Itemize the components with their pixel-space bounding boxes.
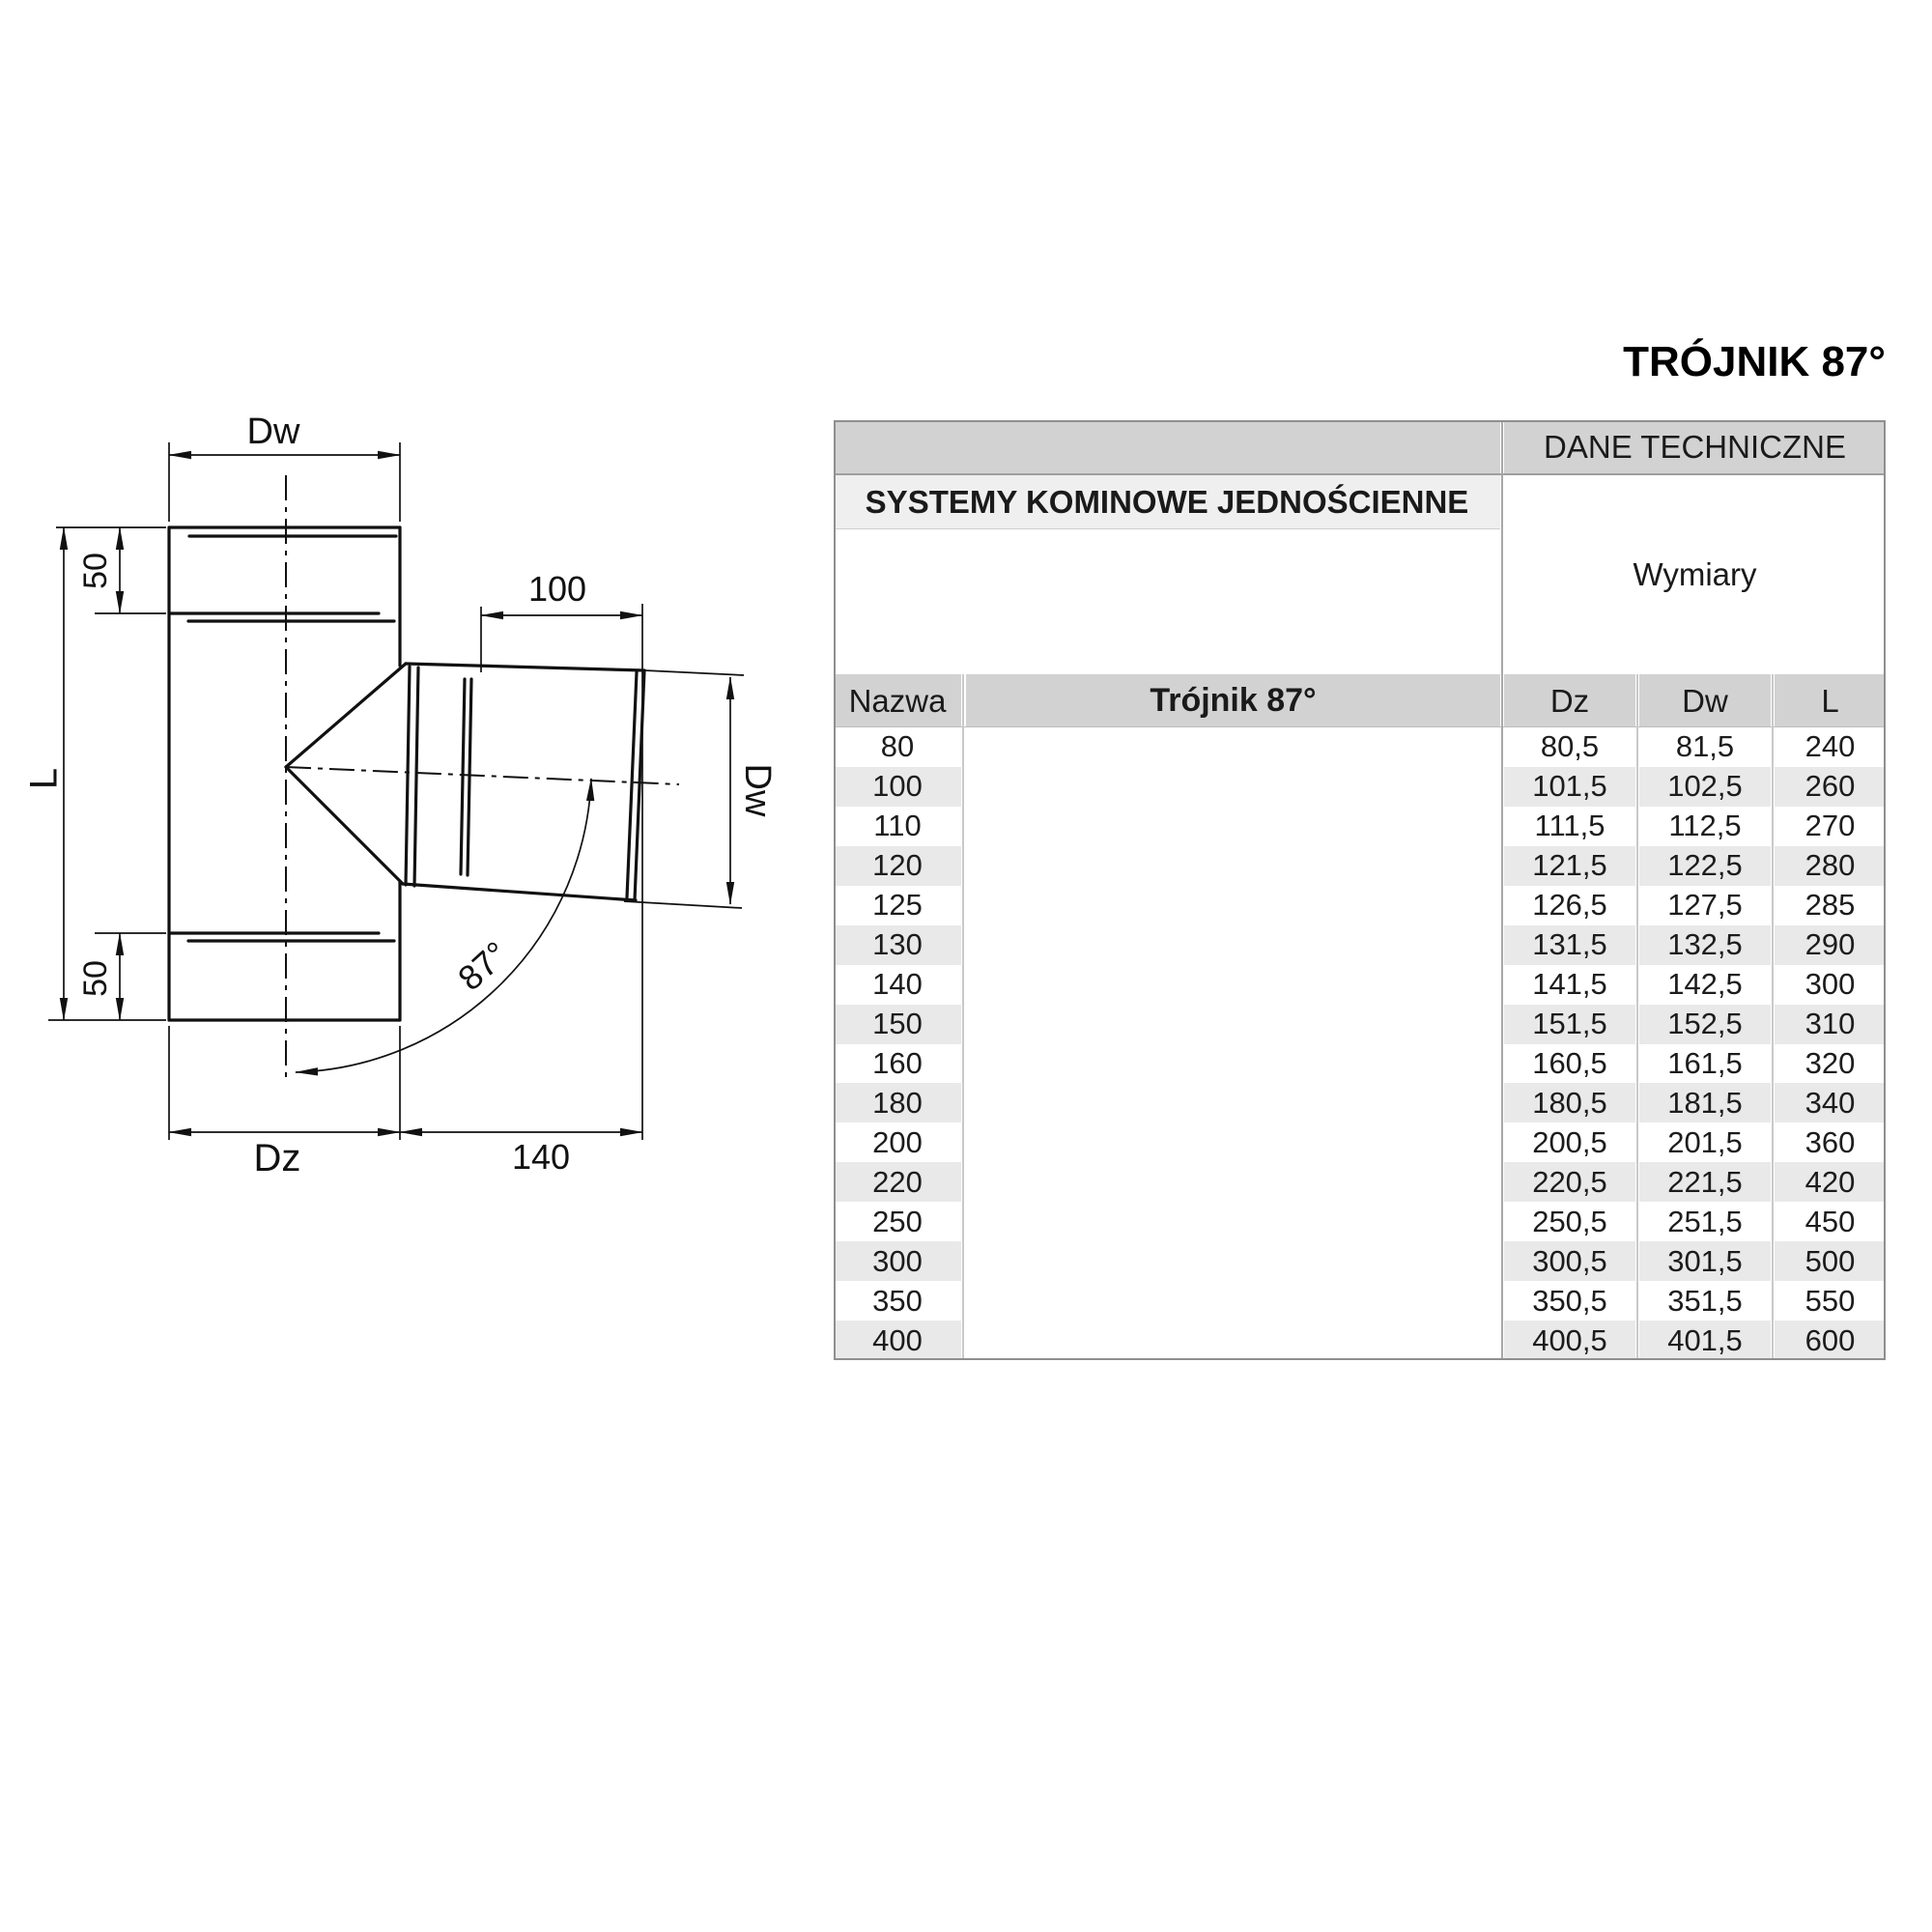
table-cell: 152,5 xyxy=(1639,1005,1771,1044)
table-cell: 300,5 xyxy=(1504,1241,1635,1281)
table-cell: 160,5 xyxy=(1532,1045,1607,1080)
table-cell: 450 xyxy=(1804,1204,1856,1238)
table-cell: 351,5 xyxy=(1667,1283,1743,1318)
table-cell: 200,5 xyxy=(1532,1124,1607,1159)
table-cell: 112,5 xyxy=(1668,809,1742,843)
group-header-wymiary: Wymiary xyxy=(1504,475,1886,674)
table-cell: 132,5 xyxy=(1639,925,1771,965)
table-cell: 310 xyxy=(1775,1005,1886,1044)
table-cell: 81,5 xyxy=(1675,729,1735,764)
table-cell: 102,5 xyxy=(1639,767,1771,807)
table-cell: 280 xyxy=(1775,846,1886,886)
table-cell: 80,5 xyxy=(1540,729,1600,764)
table-cell: 270 xyxy=(1804,809,1856,843)
table-cell: 401,5 xyxy=(1639,1321,1771,1360)
table-cell: 101,5 xyxy=(1504,767,1635,807)
table-cell: 122,5 xyxy=(1639,846,1771,886)
table-cell: 550 xyxy=(1804,1283,1856,1318)
table-cell: 140 xyxy=(872,967,923,1002)
column-header-nazwa: Nazwa xyxy=(834,674,961,727)
table-cell: 300 xyxy=(834,1241,961,1281)
table-cell: 80 xyxy=(880,729,915,764)
table-cell: 141,5 xyxy=(1532,967,1607,1002)
column-header-dz: Dz xyxy=(1504,674,1635,727)
column-nazwa xyxy=(834,727,961,1360)
table-cell: 220 xyxy=(834,1162,961,1202)
table-cell: 151,5 xyxy=(1504,1005,1635,1044)
table-cell: 130 xyxy=(834,925,961,965)
table-cell: 251,5 xyxy=(1667,1204,1743,1238)
table-cell: 290 xyxy=(1775,925,1886,965)
column-header-l: L xyxy=(1775,674,1886,727)
column-header-dw: Dw xyxy=(1639,674,1771,727)
top-header: DANE TECHNICZNE xyxy=(1504,420,1886,473)
divider xyxy=(834,528,1500,529)
dim-label-dz: Dz xyxy=(253,1137,301,1179)
dim-label-50-top: 50 xyxy=(76,553,114,589)
table-cell: 260 xyxy=(1775,767,1886,807)
divider xyxy=(1501,420,1503,1360)
table-cell: 160 xyxy=(872,1045,923,1080)
table-cell: 250 xyxy=(872,1204,923,1238)
table-cell: 126,5 xyxy=(1532,888,1607,923)
table-cell: 201,5 xyxy=(1667,1124,1743,1159)
spec-table xyxy=(834,420,1886,1360)
divider xyxy=(1772,674,1774,1360)
table-cell: 120 xyxy=(834,846,961,886)
table-cell: 360 xyxy=(1804,1124,1856,1159)
table-cell: 125 xyxy=(872,888,923,923)
dim-label-50-bottom: 50 xyxy=(76,960,114,997)
column-l xyxy=(1775,727,1886,1360)
table-cell: 150 xyxy=(834,1005,961,1044)
divider xyxy=(962,674,964,1360)
table-cell: 600 xyxy=(1775,1321,1886,1360)
page-title: TRÓJNIK 87° xyxy=(1623,338,1886,385)
table-cell: 181,5 xyxy=(1639,1083,1771,1122)
column-dz xyxy=(1504,727,1635,1360)
table-cell: 350 xyxy=(872,1283,923,1318)
dim-label-140: 140 xyxy=(511,1137,571,1177)
table-cell: 340 xyxy=(1775,1083,1886,1122)
table-cell: 180,5 xyxy=(1504,1083,1635,1122)
dim-label-l: L xyxy=(22,767,66,790)
table-cell: 320 xyxy=(1804,1045,1856,1080)
dim-label-dw-top: Dw xyxy=(246,412,300,452)
dim-label-100: 100 xyxy=(527,569,587,609)
divider xyxy=(1636,674,1638,1360)
table-cell: 110 xyxy=(873,809,922,843)
dim-label-dw-right: Dw xyxy=(736,763,778,817)
table-cell: 500 xyxy=(1775,1241,1886,1281)
table-cell: 221,5 xyxy=(1639,1162,1771,1202)
table-cell: 420 xyxy=(1775,1162,1886,1202)
table-cell: 161,5 xyxy=(1667,1045,1743,1080)
vertical-pipe xyxy=(169,527,400,1020)
top-row-left-cell xyxy=(834,420,1500,473)
table-cell: 250,5 xyxy=(1532,1204,1607,1238)
dim-label-angle: 87° xyxy=(450,933,516,999)
table-cell: 200 xyxy=(872,1124,923,1159)
column-dw xyxy=(1639,727,1771,1360)
table-cell: 301,5 xyxy=(1639,1241,1771,1281)
section-header: SYSTEMY KOMINOWE JEDNOŚCIENNE xyxy=(834,475,1500,528)
table-cell: 127,5 xyxy=(1667,888,1743,923)
table-cell: 400,5 xyxy=(1504,1321,1635,1360)
table-cell: 285 xyxy=(1804,888,1856,923)
table-cell: 121,5 xyxy=(1504,846,1635,886)
table-cell: 111,5 xyxy=(1534,809,1605,843)
table-cell: 350,5 xyxy=(1532,1283,1607,1318)
column-header-product: Trójnik 87° xyxy=(966,674,1500,727)
table-cell: 131,5 xyxy=(1504,925,1635,965)
table-cell: 300 xyxy=(1804,967,1856,1002)
table-cell: 220,5 xyxy=(1504,1162,1635,1202)
table-cell: 400 xyxy=(834,1321,961,1360)
table-cell: 180 xyxy=(834,1083,961,1122)
table-cell: 240 xyxy=(1804,729,1856,764)
table-cell: 142,5 xyxy=(1667,967,1743,1002)
table-cell: 100 xyxy=(834,767,961,807)
